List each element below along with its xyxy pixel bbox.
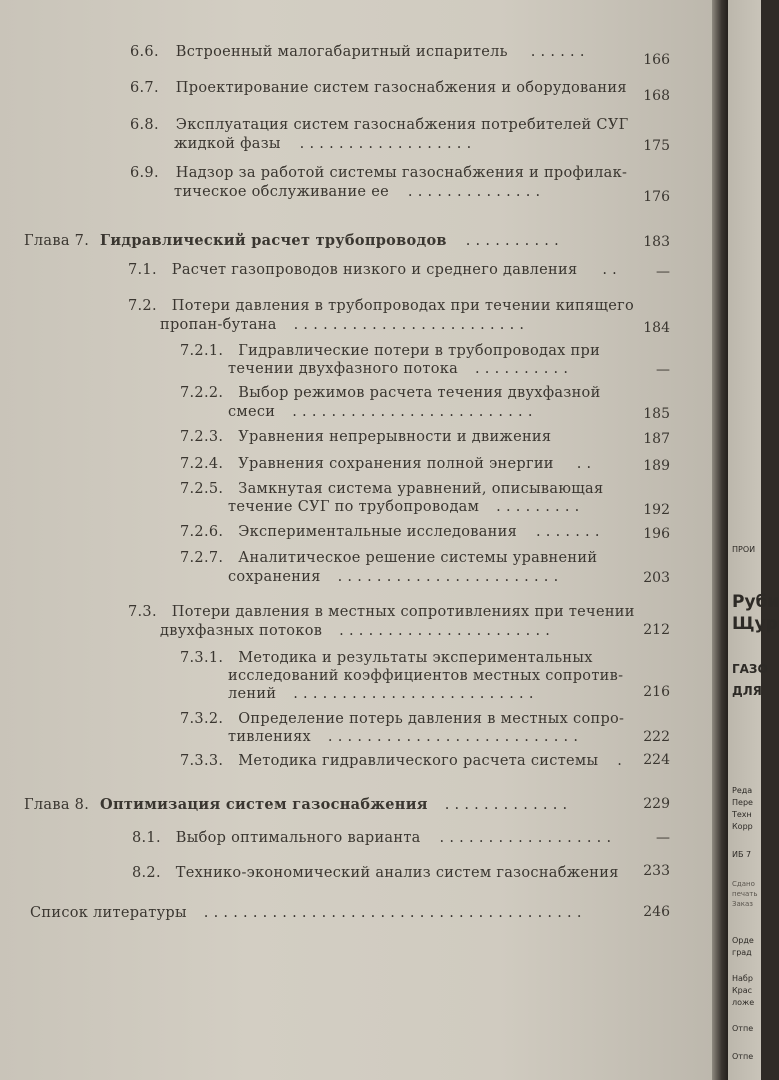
facing-text: Заказ [732, 900, 754, 908]
leader-dots: . . . . . . . . . . . . . . [407, 184, 541, 200]
toc-entry-7-1 [128, 262, 617, 278]
entry-number: 7.3.3. [180, 753, 224, 769]
toc-chapter-8 [24, 796, 567, 813]
leader-dots: . . . . . . . . . [496, 499, 580, 515]
toc-entry-7-3-1-cont2 [228, 686, 534, 702]
leader-dots: . . . . . . . . . . . . . . . . . . . . . . . . [293, 317, 525, 333]
entry-title: Список литературы [30, 905, 187, 921]
entry-title: Методика и результаты экспериментальных [238, 650, 593, 666]
toc-entry-6-9-cont [174, 184, 540, 200]
toc-entry-7-2-5-cont [228, 499, 580, 515]
toc-entry-6-7 [130, 80, 627, 96]
toc-entry-6-8 [130, 117, 629, 133]
toc-entry-7-2-3 [180, 429, 551, 445]
page-number: 166 [643, 52, 670, 68]
page-number: 183 [643, 234, 670, 250]
facing-text: Крас [732, 986, 753, 995]
entry-number: 7.2.6. [180, 524, 224, 540]
facing-text: Корр [732, 822, 753, 831]
toc-entry-7-3-1-cont [228, 668, 623, 684]
entry-number: 6.6. [130, 44, 159, 60]
page-number: 168 [643, 88, 670, 104]
toc-entry-7-2-cont [160, 317, 524, 333]
page-number: 189 [643, 458, 670, 474]
toc-entry-7-2-7-cont [228, 569, 559, 585]
chapter-title: Оптимизация систем газоснабжения [100, 796, 428, 813]
leader-dots: . . . . . . . . . . . . . . . . . . [439, 830, 612, 846]
entry-number: 7.2.1. [180, 343, 224, 359]
toc-entry-7-2-1-cont [228, 361, 568, 377]
page-number: — [656, 830, 670, 846]
leader-dots: . . . . . . . . . . [465, 233, 560, 249]
facing-text: Орде [732, 936, 754, 945]
entry-title: Встроенный малогабаритный испаритель [175, 44, 508, 60]
facing-text: ДЛЯ [732, 684, 762, 698]
toc-entry-7-3-1 [180, 650, 593, 666]
toc-entry-7-2 [128, 298, 634, 314]
toc-entry-8-1 [132, 830, 611, 846]
page-number: 246 [643, 904, 670, 920]
page-number: 212 [643, 622, 670, 638]
entry-title: Потери давления в трубопроводах при течении кипящего [171, 298, 635, 314]
toc-entry-7-2-5 [180, 481, 603, 497]
entry-title: Уравнения сохранения полной энергии [238, 456, 554, 472]
toc-entry-6-9 [130, 165, 627, 181]
facing-text: Щур [732, 614, 778, 634]
facing-text: Реда [732, 786, 753, 795]
entry-title: Экспериментальные исследования [238, 524, 518, 540]
toc-references [30, 905, 582, 921]
chapter-title: Гидравлический расчет трубопроводов [100, 232, 447, 249]
entry-title: Потери давления в местных сопротивлениях при течении [171, 604, 635, 620]
leader-dots: . [617, 753, 623, 769]
entry-title-cont: сохранения [228, 569, 321, 585]
book-spine-gutter [712, 0, 728, 1080]
leader-dots: . . . . . . . . . . . . . . . . . . . . . . . [337, 569, 559, 585]
toc-entry-7-3-cont [160, 623, 550, 639]
entry-number: 7.3.1. [180, 650, 224, 666]
entry-number: 6.7. [130, 80, 159, 96]
leader-dots: . . . . . . . . . . . . . . . . . . . . . . [339, 623, 551, 639]
entry-title: Выбор режимов расчета течения двухфазной [238, 385, 601, 401]
toc-entry-7-3-2-cont [228, 729, 578, 745]
toc-entry-7-2-4 [180, 456, 591, 472]
facing-text: ГАЗО [732, 662, 768, 676]
facing-text: печать [732, 890, 758, 898]
entry-title: Расчет газопроводов низкого и среднего давления [171, 262, 578, 278]
leader-dots: . . . . . . . . . . . . . . . . . . . . . . . . . . . . . . . . . . . . . . . [203, 905, 582, 921]
toc-entry-7-2-2 [180, 385, 601, 401]
page-number: 216 [643, 684, 670, 700]
page-number: 196 [643, 526, 670, 542]
entry-title-cont: тивлениях [228, 729, 311, 745]
entry-title-cont: пропан-бутана [160, 317, 277, 333]
facing-text: Отпе [732, 1024, 754, 1033]
entry-title: Эксплуатация систем газоснабжения потребителей СУГ [175, 117, 629, 133]
facing-text: Отпе [732, 1052, 754, 1061]
facing-text: Техн [732, 810, 752, 819]
leader-dots: . . [602, 262, 618, 278]
page-number: 185 [643, 406, 670, 422]
entry-number: 7.3. [128, 604, 157, 620]
leader-dots: . . . . . . . . . . . . . . . . . . [299, 136, 472, 152]
entry-number: 8.2. [132, 865, 161, 881]
entry-title: Определение потерь давления в местных сопро- [238, 711, 625, 727]
page-number: — [656, 264, 670, 280]
page-number: 203 [643, 570, 670, 586]
toc-entry-7-2-1 [180, 343, 600, 359]
leader-dots: . . . . . . . [535, 524, 600, 540]
entry-number: 7.2. [128, 298, 157, 314]
leader-dots: . . . . . . . . . . . . . . . . . . . . . . . . . [292, 404, 533, 420]
entry-number: 7.2.7. [180, 550, 224, 566]
toc-chapter-7 [24, 232, 559, 249]
entry-title-cont: смеси [228, 404, 276, 420]
entry-title: Методика гидравлического расчета системы [238, 753, 599, 769]
leader-dots: . . . . . . . . . . . . . . . . . . . . . . . . . [293, 686, 534, 702]
facing-text: Руби [732, 592, 779, 612]
entry-number: 7.2.3. [180, 429, 224, 445]
page-number: 176 [643, 189, 670, 205]
toc-entry-7-2-2-cont [228, 404, 533, 420]
toc-entry-7-2-6 [180, 524, 600, 540]
page-number: 187 [643, 431, 670, 447]
entry-title: Выбор оптимального варианта [175, 830, 421, 846]
page-number: 192 [643, 502, 670, 518]
leader-dots: . . [576, 456, 592, 472]
entry-number: 7.2.2. [180, 385, 224, 401]
facing-text: ложе [732, 998, 755, 1007]
entry-title-cont: течение СУГ по трубопроводам [228, 499, 480, 515]
entry-title-cont: лений [228, 686, 277, 702]
facing-text: град [732, 948, 752, 957]
entry-title-cont: исследований коэффициентов местных сопротив- [228, 668, 624, 684]
facing-text: Набр [732, 974, 753, 983]
page-number: 222 [643, 729, 670, 745]
leader-dots: . . . . . . . . . . . . . . . . . . . . . . . . . . [327, 729, 579, 745]
facing-text: ИБ 7 [732, 850, 752, 859]
entry-title: Надзор за работой системы газоснабжения и профилак- [175, 165, 628, 181]
entry-title: Гидравлические потери в трубопроводах при [238, 343, 601, 359]
toc-entry-7-3-2 [180, 711, 624, 727]
chapter-label: Глава 8. [24, 797, 90, 813]
page-number: 233 [643, 863, 670, 879]
entry-title-cont: течении двухфазного потока [228, 361, 459, 377]
entry-number: 7.2.4. [180, 456, 224, 472]
leader-dots: . . . . . . . . . . . . . [444, 797, 568, 813]
page-number: 184 [643, 320, 670, 336]
entry-number: 6.8. [130, 117, 159, 133]
toc-entry-6-8-cont [174, 136, 472, 152]
toc-entry-6-6 [130, 44, 585, 60]
entry-number: 7.3.2. [180, 711, 224, 727]
toc-entry-7-3-3 [180, 753, 622, 769]
page-number: 229 [643, 796, 670, 812]
facing-text: Сдано [732, 880, 755, 888]
toc-entry-7-2-7 [180, 550, 597, 566]
entry-title-cont: двухфазных потоков [160, 623, 323, 639]
entry-number: 7.1. [128, 262, 157, 278]
entry-title: Аналитическое решение системы уравнений [238, 550, 598, 566]
entry-title-cont: тическое обслуживание ее [174, 184, 389, 200]
entry-title: Проектирование систем газоснабжения и оборудования [175, 80, 627, 96]
entry-number: 7.2.5. [180, 481, 224, 497]
page-number: 175 [643, 138, 670, 154]
page-number: 224 [643, 752, 670, 768]
leader-dots: . . . . . . . . . . [474, 361, 569, 377]
entry-title: Технико-экономический анализ систем газоснабжения [175, 865, 619, 881]
page-number: — [656, 362, 670, 378]
entry-title-cont: жидкой фазы [174, 136, 281, 152]
facing-text: Пере [732, 798, 753, 807]
entry-title: Уравнения непрерывности и движения [238, 429, 552, 445]
chapter-label: Глава 7. [24, 233, 90, 249]
leader-dots: . . . . . . [530, 44, 585, 60]
toc-entry-7-3 [128, 604, 635, 620]
entry-number: 6.9. [130, 165, 159, 181]
entry-title: Замкнутая система уравнений, описывающая [238, 481, 604, 497]
toc-entry-8-2 [132, 865, 619, 881]
facing-text: ПРОИ [732, 545, 756, 554]
facing-page-edge [728, 0, 779, 1080]
entry-number: 8.1. [132, 830, 161, 846]
